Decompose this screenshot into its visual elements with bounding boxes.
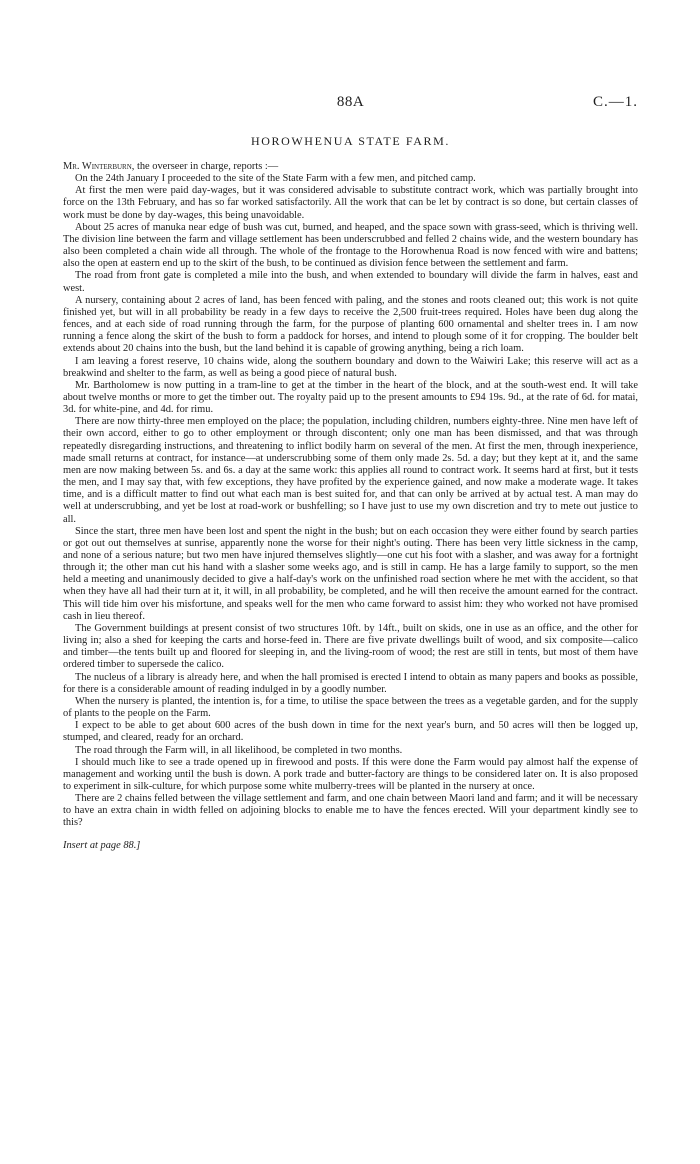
paragraph: A nursery, containing about 2 acres of land, has been fenced with paling, and the stones and roots cleaned out; this work is not quite finished yet, but will in all probability be ready in a few days to receive the 2,500 fruit-trees required. Holes have been dug along the fences, and at each side of road running through the farm, for the purpose of planting 600 ornamental and shelter trees in. I am now running a fence along the skirt of the bush to form a paddock for horses, and intend to plough some of it for cropping. The boulder belt extends about 20 chains into the bush, but the land behind it is capable of growing anything, being a rich loam. — [63, 294, 638, 355]
paragraph: About 25 acres of manuka near edge of bush was cut, burned, and heaped, and the space sown with grass-seed, which is thriving well. The division line between the farm and village settlement has been underscrubbed and felled 2 chains wide, and the western boundary has also been completed a chain wide all through. The whole of the frontage to the Horowhenua Road is now fenced with wire and battens; also the open at eastern end up to the skirt of the bush, to be continued as division fence between the settlement and farm. — [63, 221, 638, 270]
page-number: 88A — [336, 94, 365, 110]
paragraph: There are now thirty-three men employed on the place; the population, including children, numbers eighty-three. Nine men have left of their own accord, either to go to other employment or through discontent; only one man has been dismissed, and that was through repeatedly disregarding instructions, and threatening to inflict bodily harm on several of the men. At first the men, through inexperience, made small returns at contract, for instance—at underscrubbing some of them only made 2s. 5d. a day; but they kept at it, and the same men are now making between 5s. and 6s. a day at the same work: this applies all round to contract work. It seems hard at first, but it tests the men, and I may say that, with few exceptions, they have profited by the experience gained, and now make a moderate wage. It takes time, and is a difficult matter to find out what each man is best suited for, and that can only be arrived at by actual test. A man may do well at underscrubbing, and yet be lost at road-work or bushfelling; so I have just to use my own discretion and try to mete out justice to all. — [63, 416, 638, 525]
paragraph: The road from front gate is completed a mile into the bush, and when extended to boundary will divide the farm in halves, east and west. — [63, 270, 638, 294]
paragraph: I should much like to see a trade opened up in firewood and posts. If this were done the Farm would pay almost half the expense of management and working until the bush is down. A pork trade and butter-factory are things to be considered later on. It is also proposed to experiment in silk-culture, for which purpose some white mulberry-trees will be planted in the nursery at once. — [63, 756, 638, 792]
paragraph: I expect to be able to get about 600 acres of the bush down in time for the next year's burn, and 50 acres will then be logged up, stumped, and cleared, ready for an orchard. — [63, 720, 638, 744]
document-page — [63, 94, 638, 851]
intro-text: , the overseer in charge, reports :— — [131, 161, 279, 172]
intro-paragraph — [63, 161, 638, 173]
page-header — [63, 94, 638, 114]
paragraph: On the 24th January I proceeded to the site of the State Farm with a few men, and pitched camp. — [75, 173, 476, 185]
paragraph: Mr. Bartholomew is now putting in a tram-line to get at the timber in the heart of the block, and at the south-west end. It will take about twelve months or more to get the timber out. The royalty paid up to the present amounts to £94 19s. 9d., at the rate of 6d. for matai, 3d. for white-pine, and 4d. for rimu. — [63, 379, 638, 416]
paragraph: The road through the Farm will, in all likelihood, be completed in two months. — [75, 744, 403, 756]
overseer-name: Mr. Winterburn — [63, 161, 132, 172]
paragraph: I am leaving a forest reserve, 10 chains wide, along the southern boundary and down to the Waiwiri Lake; this reserve will act as a breakwind and shelter to the farm, as well as being a good piece of natural bush. — [63, 355, 638, 379]
paragraph: The Government buildings at present consist of two structures 10ft. by 14ft., built on skids, one in use as an office, and the other for living in; also a shed for keeping the carts and horse-feed in. There are five private dwellings built of wood, and six composite—calico and timber—the tents built up and floored for sleeping in, and the living-room of wood; the rest are still in tents, but most of them have ordered timber to supersede the calico. — [63, 622, 638, 671]
report-code: C.—1. — [592, 94, 638, 110]
document-title: HOROWHENUA STATE FARM. — [250, 134, 451, 148]
paragraph: Since the start, three men have been lost and spent the night in the bush; but on each occasion they were either found by search parties or got out out themselves at sunrise, apparently none the worse for their night's outing. There has been very little sickness in the camp, and none of a serious nature; but two men have injured themselves slightly—one cut his foot with a slasher, and was away for a fortnight through it; the other man cut his hand with a slasher some weeks ago, and is still in camp. He has a large family to support, so the men held a meeting and unanimously decided to give a half-day's work on the unfinished road section where he met with the accident, so that when they have all had their turn at it, it will, in all probability, be completed, and he will then receive the amount earned for the contract. This will tide him over his misfortune, and speaks well for the men who came forward to assist him: they who worked not have promised cash in lieu thereof. — [63, 525, 638, 622]
paragraph: At first the men were paid day-wages, but it was considered advisable to substitute contract work, which was partially brought into force on the 13th February, and has so far worked satisfactorily. All the work that can be let by contract is so done, but certain classes of work must be done by day-wages, this being unavoidable. — [63, 185, 638, 221]
paragraph: There are 2 chains felled between the village settlement and farm, and one chain between Maori land and farm; and it will be necessary to have an extra chain in width felled on adjoining blocks to enable me to have the fences erected. Will your department kindly see to this? — [63, 793, 638, 829]
report-body — [63, 161, 638, 830]
paragraph: When the nursery is planted, the intention is, for a time, to utilise the space between the trees as a vegetable garden, and for the supply of plants to the people on the Farm. — [63, 695, 638, 720]
paragraph: The nucleus of a library is already here, and when the hall promised is erected I intend to obtain as many papers and books as possible, for there is a considerable amount of reading indulged in by a goodly number. — [63, 671, 638, 695]
insert-note: Insert at page 88.] — [63, 839, 141, 851]
